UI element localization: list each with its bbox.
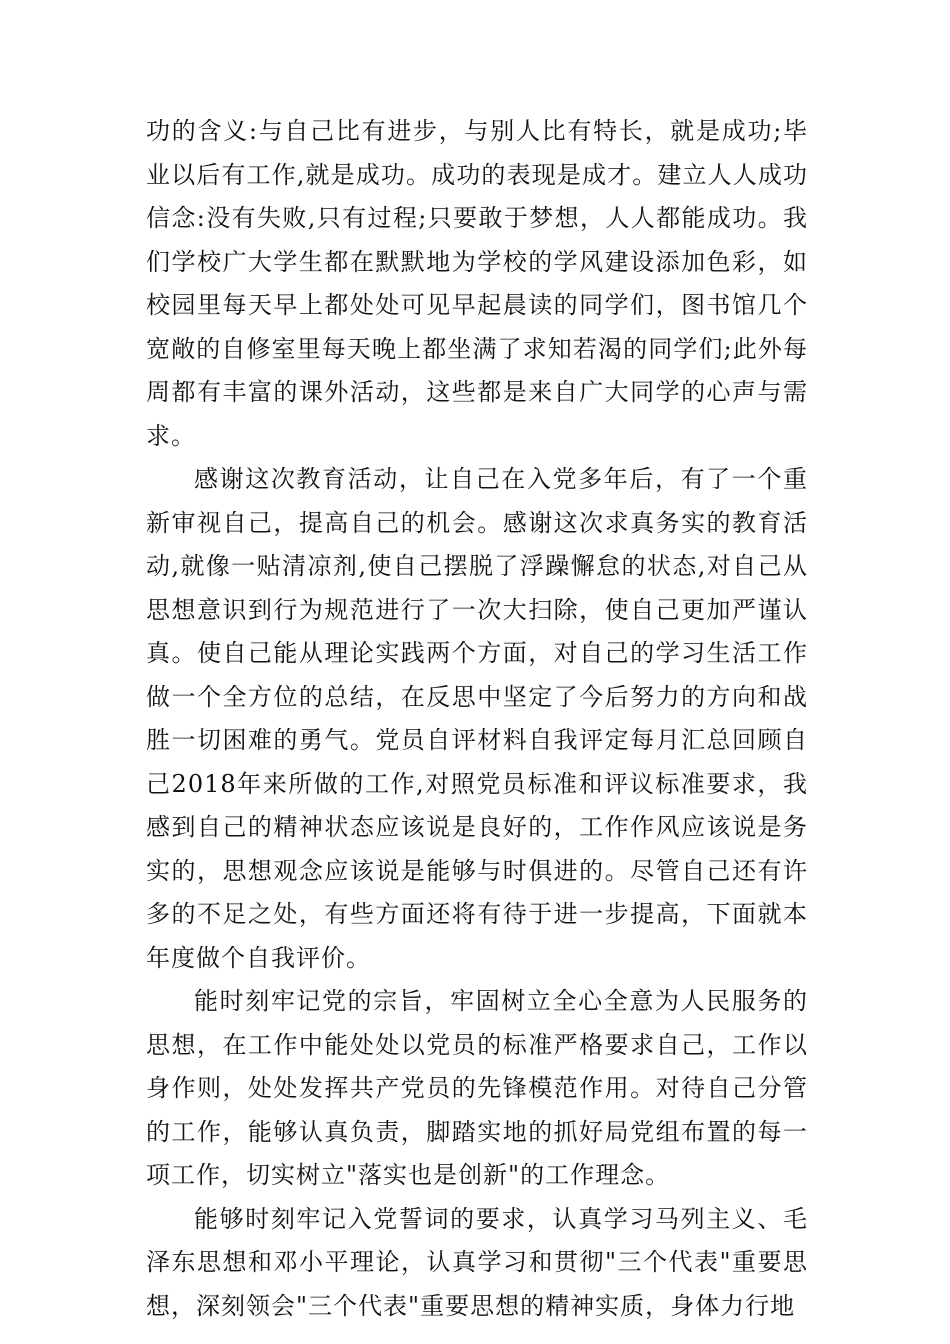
paragraph-2: 感谢这次教育活动，让自己在入党多年后，有了一个重新审视自己，提高自己的机会。感谢这次求真务实的教育活动,就像一贴清凉剂,使自己摆脱了浮躁懈怠的状态,对自己从思想意识到行为规范进行了一次大扫除，使自己更加严谨认真。使自己能从理论实践两个方面，对自己的学习生活工作做一个全方位的总结，在反思中坚定了今后努力的方向和战胜一切困难的勇气。党员自评材料自我评定每月汇总回顾自己2018年来所做的工作,对照党员标准和评议标准要求，我感到自己的精神状态应该说是良好的，工作作风应该说是务实的，思想观念应该说是能够与时俱进的。尽管自己还有许多的不足之处，有些方面还将有待于进一步提高，下面就本年度做个自我评价。 bbox=[146, 465, 808, 972]
paragraph-1: 功的含义:与自己比有进步，与别人比有特长，就是成功;毕业以后有工作,就是成功。成功的表现是成才。建立人人成功信念:没有失败,只有过程;只要敢于梦想，人人都能成功。我们学校广大学生都在默默地为学校的学风建设添加色彩，如校园里每天早上都处处可见早起晨读的同学们，图书馆几个宽敞的自修室里每天晚上都坐满了求知若渴的同学们;此外每周都有丰富的课外活动，这些都是来自广大同学的心声与需求。 bbox=[146, 117, 808, 450]
paragraph-3: 能时刻牢记党的宗旨，牢固树立全心全意为人民服务的思想，在工作中能处处以党员的标准严格要求自己，工作以身作则，处处发挥共产党员的先锋模范作用。对待自己分管的工作，能够认真负责，脚踏实地的抓好局党组布置的每一项工作，切实树立"落实也是创新"的工作理念。 bbox=[146, 987, 808, 1189]
document-body bbox=[146, 110, 808, 1328]
paragraph-4: 能够时刻牢记入党誓词的要求，认真学习马列主义、毛泽东思想和邓小平理论，认真学习和贯彻"三个代表"重要思想，深刻领会"三个代表"重要思想的精神实质，身体力行地 bbox=[146, 1204, 808, 1320]
